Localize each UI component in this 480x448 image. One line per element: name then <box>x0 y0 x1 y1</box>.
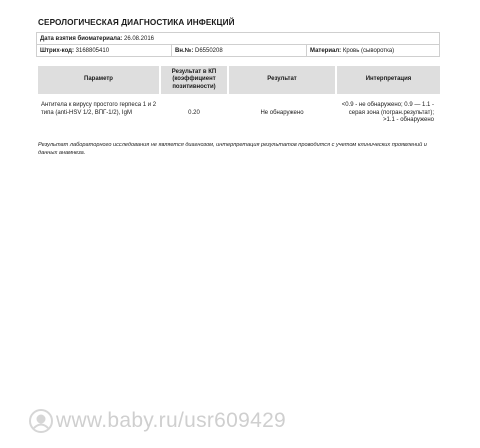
watermark-text: www.baby.ru/usr609429 <box>56 409 287 432</box>
collection-date-cell <box>37 33 440 45</box>
material-cell <box>307 45 440 57</box>
collection-date-label: Дата взятия биоматериала: <box>40 35 123 42</box>
results-header-row <box>38 66 440 94</box>
material-value: Кровь (сыворотка) <box>342 47 395 54</box>
internal-number-value: D6550208 <box>194 47 223 54</box>
sample-info-table <box>36 32 440 57</box>
header-interpretation: Интерпретация <box>336 66 440 94</box>
header-parameter: Параметр <box>38 66 160 94</box>
collection-date-value: 26.08.2016 <box>123 35 155 42</box>
cell-interpretation: <0.9 - не обнаружено; 0.9 — 1.1 - серая зона (погран.результат); >1.1 - обнаружено <box>341 102 434 123</box>
barcode-value: 3168805410 <box>75 47 110 54</box>
barcode-label: Штрих-код: <box>40 47 74 54</box>
internal-number-label: Вн.№: <box>175 47 194 54</box>
cell-parameter: Антитела к вирусу простого герпеса 1 и 2 типа (anti-HSV 1/2, ВПГ-1/2), IgM <box>41 102 157 116</box>
table-row <box>38 94 440 129</box>
internal-number-cell <box>172 45 307 57</box>
barcode-cell <box>37 45 172 57</box>
watermark <box>28 408 286 434</box>
cell-value: 0.20 <box>188 109 200 116</box>
cell-result: Не обнаружено <box>260 109 304 116</box>
header-result: Результат <box>228 66 336 94</box>
document-title: СЕРОЛОГИЧЕСКАЯ ДИАГНОСТИКА ИНФЕКЦИЙ <box>38 18 235 27</box>
header-value: Результат в КП (коэффициент позитивности) <box>160 66 228 94</box>
baby-ru-logo-icon <box>28 408 54 434</box>
material-label: Материал: <box>310 47 342 54</box>
results-table <box>38 66 440 129</box>
disclaimer-note: Результат лабораторного исследования не является диагнозом, интерпретация результатов проводится с учетом клинических проявлений и данных анамнеза. <box>38 142 427 156</box>
